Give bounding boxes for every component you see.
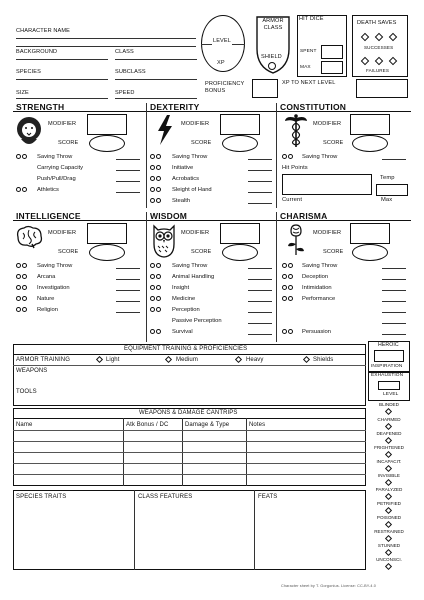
- proficiency-checkbox[interactable]: [16, 187, 21, 192]
- paralyzed-checkbox[interactable]: [385, 493, 392, 500]
- proficiency-checkbox[interactable]: [150, 274, 155, 279]
- strength-title: STRENGTH: [16, 102, 65, 112]
- skill-label: Insight: [172, 285, 190, 291]
- intelligence-score-field[interactable]: [89, 244, 125, 261]
- acrobatics-skill[interactable]: [150, 175, 272, 183]
- condition-incapacitated: INCAPACIT.: [376, 459, 402, 464]
- column-header-name: Name: [16, 422, 33, 428]
- wisdom-score-label: SCORE: [191, 249, 212, 255]
- divider: [16, 46, 196, 47]
- dexterity-score-label: SCORE: [191, 140, 212, 146]
- armor-class-label: ARMOR CLASS: [262, 18, 284, 31]
- owl-icon: [151, 222, 177, 258]
- temp-label: Temp: [380, 175, 395, 181]
- restrained-checkbox[interactable]: [385, 535, 392, 542]
- medicine-skill[interactable]: [150, 295, 272, 303]
- proficiency-checkbox[interactable]: [150, 198, 155, 203]
- shield-checkbox[interactable]: [268, 62, 276, 70]
- proficiency-checkbox[interactable]: [150, 187, 155, 192]
- subclass-label: SUBCLASS: [115, 69, 146, 75]
- max-hp-label: Max: [381, 197, 393, 203]
- intimidation-skill[interactable]: [282, 284, 406, 292]
- constitution-score-label: SCORE: [323, 140, 344, 146]
- wisdom-title: WISDOM: [150, 211, 188, 221]
- expertise-checkbox[interactable]: [156, 307, 161, 312]
- hit-points-label: Hit Points: [282, 165, 308, 171]
- expertise-checkbox[interactable]: [288, 329, 293, 334]
- size-label: SIZE: [16, 90, 29, 96]
- table-row[interactable]: [13, 474, 366, 475]
- xp-label: XP: [217, 60, 225, 66]
- proficiency-bonus-field[interactable]: [252, 79, 278, 98]
- intelligence-score-label: SCORE: [58, 249, 79, 255]
- column-header-damage: Damage & Type: [185, 422, 230, 428]
- stealth-skill[interactable]: [150, 197, 272, 205]
- column-header-atk-bonus: Atk Bonus / DC: [126, 422, 169, 428]
- constitution-modifier-label: MODIFIER: [313, 121, 342, 127]
- skill-label: Push/Pull/Drag: [37, 176, 76, 182]
- credit-text: Character sheet by T. Gorgonius. License: CC-BY-4.0: [281, 584, 377, 588]
- species-traits-label: SPECIES TRAITS: [16, 494, 67, 500]
- expertise-checkbox[interactable]: [288, 154, 293, 159]
- section-rule: [13, 111, 411, 112]
- strength-saving-throw[interactable]: [16, 153, 140, 161]
- column-divider: [276, 103, 277, 208]
- proficiency-checkbox[interactable]: [150, 165, 155, 170]
- weapons-table-title: WEAPONS & DAMAGE CANTRIPS: [139, 410, 238, 416]
- arcana-skill[interactable]: [16, 273, 140, 281]
- charisma-modifier-field[interactable]: [350, 223, 390, 244]
- skill-label: Acrobatics: [172, 176, 200, 182]
- skill-label: Religion: [37, 307, 58, 313]
- wisdom-saving-throw[interactable]: [150, 262, 272, 270]
- carrying-capacity: [16, 164, 140, 172]
- lightning-icon: [155, 114, 175, 146]
- skill-label: Perception: [172, 307, 200, 313]
- proficiency-checkbox[interactable]: [150, 296, 155, 301]
- condition-petrified: PETRIFIED: [377, 501, 401, 506]
- proficiency-checkbox[interactable]: [150, 329, 155, 334]
- incapacitated-checkbox[interactable]: [385, 465, 392, 472]
- column-divider: [134, 490, 135, 570]
- proficiency-checkbox[interactable]: [16, 307, 21, 312]
- weapons-label: WEAPONS: [16, 368, 48, 374]
- constitution-title: CONSTITUTION: [280, 102, 347, 112]
- skill-label: Arcana: [37, 274, 56, 280]
- level-label: LEVEL: [213, 38, 231, 44]
- strength-modifier-field[interactable]: [87, 114, 127, 135]
- background-field[interactable]: [16, 59, 108, 60]
- dexterity-saving-throw[interactable]: [150, 153, 272, 161]
- skill-label: Investigation: [37, 285, 70, 291]
- proficiency-checkbox[interactable]: [16, 154, 21, 159]
- skill-label: Deception: [302, 274, 329, 280]
- table-row[interactable]: [13, 441, 366, 442]
- survival-skill[interactable]: [150, 328, 272, 336]
- expertise-checkbox[interactable]: [288, 263, 293, 268]
- feats-label: FEATS: [258, 494, 278, 500]
- dexterity-title: DEXTERITY: [150, 102, 200, 112]
- shields-label: Shields: [313, 357, 334, 363]
- condition-charmed: CHARMED: [377, 417, 401, 422]
- expertise-checkbox[interactable]: [22, 154, 27, 159]
- charisma-saving-throw[interactable]: [282, 262, 406, 270]
- athletics-skill[interactable]: [16, 186, 140, 194]
- intelligence-modifier-field[interactable]: [87, 223, 127, 244]
- intelligence-modifier-label: MODIFIER: [48, 230, 77, 236]
- deception-skill[interactable]: [282, 273, 406, 281]
- expertise-checkbox[interactable]: [22, 296, 27, 301]
- expertise-checkbox[interactable]: [156, 274, 161, 279]
- expertise-checkbox[interactable]: [288, 285, 293, 290]
- successes-label: SUCCESSES: [364, 45, 394, 50]
- class-features-label: CLASS FEATURES: [138, 494, 193, 500]
- charisma-modifier-label: MODIFIER: [313, 230, 342, 236]
- proficiency-checkbox[interactable]: [282, 296, 287, 301]
- charisma-score-label: SCORE: [323, 249, 344, 255]
- skill-label: Intimidation: [302, 285, 332, 291]
- proficiency-checkbox[interactable]: [150, 154, 155, 159]
- armor-training-label: ARMOR TRAINING: [16, 357, 70, 363]
- proficiency-bonus-label: PROFICIENCY BONUS: [205, 81, 245, 94]
- dexterity-score-field[interactable]: [222, 135, 258, 152]
- class-field[interactable]: [115, 59, 197, 60]
- expertise-checkbox[interactable]: [22, 187, 27, 192]
- exhaustion-label: EXHAUSTION: [371, 373, 404, 378]
- expertise-checkbox[interactable]: [156, 198, 161, 203]
- expertise-checkbox[interactable]: [288, 296, 293, 301]
- heavy-label: Heavy: [246, 357, 264, 363]
- expertise-checkbox[interactable]: [156, 165, 161, 170]
- divider: [13, 418, 366, 419]
- persuasion-skill[interactable]: [282, 328, 406, 336]
- inspiration-label: INSPIRATION: [371, 364, 403, 369]
- spent-label: SPENT: [300, 49, 317, 54]
- light-label: Light: [106, 357, 120, 363]
- flower-icon: [285, 222, 307, 256]
- max-label: MAX: [300, 65, 311, 70]
- expertise-checkbox[interactable]: [156, 263, 161, 268]
- animal-handling-skill[interactable]: [150, 273, 272, 281]
- skill-label: Performance: [302, 296, 336, 302]
- table-row[interactable]: [13, 463, 366, 464]
- xp-next-level-field[interactable]: [356, 79, 408, 98]
- dexterity-modifier-label: MODIFIER: [181, 121, 210, 127]
- wisdom-score-field[interactable]: [222, 244, 258, 261]
- temp-hp-field[interactable]: [376, 184, 408, 196]
- expertise-checkbox[interactable]: [156, 285, 161, 290]
- skill-label: Nature: [37, 296, 55, 302]
- stunned-checkbox[interactable]: [385, 549, 392, 556]
- charmed-checkbox[interactable]: [385, 423, 392, 430]
- expertise-checkbox[interactable]: [156, 329, 161, 334]
- wisdom-modifier-label: MODIFIER: [181, 230, 210, 236]
- skill-label: Athletics: [37, 187, 59, 193]
- passive-perception: [150, 317, 272, 325]
- skill-label: Saving Throw: [37, 154, 73, 160]
- table-row[interactable]: [13, 430, 366, 431]
- strength-modifier-label: MODIFIER: [48, 121, 77, 127]
- expertise-checkbox[interactable]: [156, 176, 161, 181]
- brain-icon: [14, 225, 44, 249]
- condition-stunned: STUNNED: [377, 543, 401, 548]
- divider: [13, 365, 366, 366]
- proficiency-checkbox[interactable]: [150, 263, 155, 268]
- initiative[interactable]: [150, 164, 272, 172]
- traits-section: [13, 490, 366, 570]
- speed-field[interactable]: [115, 98, 197, 99]
- shield-label: SHIELD: [261, 54, 282, 60]
- divider: [13, 354, 366, 355]
- charisma-score-field[interactable]: [352, 244, 388, 261]
- skill-label: Saving Throw: [302, 263, 338, 269]
- equipment-title: EQUIPMENT TRAINING & PROFICIENCIES: [124, 346, 248, 352]
- proficiency-checkbox[interactable]: [150, 285, 155, 290]
- strength-score-field[interactable]: [89, 135, 125, 152]
- current-hp-field[interactable]: [282, 174, 372, 195]
- heroic-inspiration-field[interactable]: [374, 350, 404, 362]
- proficiency-checkbox[interactable]: [282, 263, 287, 268]
- condition-deafened: DEAFENED: [376, 431, 402, 436]
- wisdom-modifier-field[interactable]: [220, 223, 260, 244]
- species-label: SPECIES: [16, 69, 41, 75]
- exhaustion-level-label: LEVEL: [383, 392, 399, 397]
- skill-label: Persuasion: [302, 329, 332, 335]
- constitution-modifier-field[interactable]: [350, 114, 390, 135]
- constitution-saving-throw[interactable]: [282, 153, 406, 161]
- character-name-label: CHARACTER NAME: [16, 28, 70, 34]
- proficiency-checkbox[interactable]: [16, 285, 21, 290]
- proficiency-checkbox[interactable]: [16, 274, 21, 279]
- expertise-checkbox[interactable]: [156, 296, 161, 301]
- background-label: BACKGROUND: [16, 49, 58, 55]
- proficiency-checkbox[interactable]: [282, 285, 287, 290]
- expertise-checkbox[interactable]: [22, 274, 27, 279]
- expertise-checkbox[interactable]: [288, 274, 293, 279]
- proficiency-checkbox[interactable]: [16, 263, 21, 268]
- heroic-label: HEROIC: [378, 342, 399, 348]
- condition-paralyzed: PARALYZED: [375, 487, 403, 492]
- condition-frightened: FRIGHTENED: [374, 445, 404, 450]
- religion-skill[interactable]: [16, 306, 140, 314]
- intelligence-title: INTELLIGENCE: [16, 211, 81, 221]
- death-saves-label: DEATH SAVES: [357, 20, 397, 26]
- deafened-checkbox[interactable]: [385, 437, 392, 444]
- column-divider: [146, 212, 147, 342]
- expertise-checkbox[interactable]: [22, 307, 27, 312]
- column-header-notes: Notes: [249, 422, 266, 428]
- skill-label: Initiative: [172, 165, 194, 171]
- insight-skill[interactable]: [150, 284, 272, 292]
- condition-invisible: INVISIBLE: [378, 473, 400, 478]
- skill-label: Carrying Capacity: [37, 165, 84, 171]
- exhaustion-level-field[interactable]: [378, 381, 400, 390]
- skill-label: Saving Throw: [302, 154, 338, 160]
- size-field[interactable]: [16, 98, 108, 99]
- proficiency-checkbox[interactable]: [282, 274, 287, 279]
- column-divider: [276, 212, 277, 342]
- proficiency-checkbox[interactable]: [150, 176, 155, 181]
- failures-label: FAILURES: [366, 68, 390, 73]
- performance-skill[interactable]: [282, 295, 406, 303]
- investigation-skill[interactable]: [16, 284, 140, 292]
- condition-poisoned: POISONED: [376, 515, 402, 520]
- blank-skill-row: [282, 306, 406, 314]
- perception-skill[interactable]: [150, 306, 272, 314]
- nature-skill[interactable]: [16, 295, 140, 303]
- expertise-checkbox[interactable]: [22, 263, 27, 268]
- class-label: CLASS: [115, 49, 134, 55]
- table-row[interactable]: [13, 452, 366, 453]
- lion-icon: [15, 115, 43, 147]
- species-field[interactable]: [16, 79, 108, 80]
- expertise-checkbox[interactable]: [156, 154, 161, 159]
- skill-label: Stealth: [172, 198, 191, 204]
- skill-label: Medicine: [172, 296, 196, 302]
- blank-skill-row: [282, 317, 406, 325]
- skill-label: Saving Throw: [172, 263, 208, 269]
- proficiency-checkbox[interactable]: [150, 307, 155, 312]
- column-divider: [146, 103, 147, 208]
- invisible-checkbox[interactable]: [385, 479, 392, 486]
- skill-label: Passive Perception: [172, 318, 222, 324]
- expertise-checkbox[interactable]: [156, 187, 161, 192]
- charisma-title: CHARISMA: [280, 211, 328, 221]
- hit-dice-max-field[interactable]: [321, 61, 343, 74]
- intelligence-saving-throw[interactable]: [16, 262, 140, 270]
- skill-label: Survival: [172, 329, 193, 335]
- frightened-checkbox[interactable]: [385, 451, 392, 458]
- skill-label: Saving Throw: [37, 263, 73, 269]
- dexterity-modifier-field[interactable]: [220, 114, 260, 135]
- constitution-score-field[interactable]: [352, 135, 388, 152]
- condition-restrained: RESTRAINED: [374, 529, 404, 534]
- speed-label: SPEED: [115, 90, 135, 96]
- column-divider: [254, 490, 255, 570]
- expertise-checkbox[interactable]: [22, 285, 27, 290]
- subclass-field[interactable]: [115, 79, 197, 80]
- xp-next-level-label: XP TO NEXT LEVEL: [282, 80, 336, 86]
- medium-label: Medium: [176, 357, 198, 363]
- character-name-field[interactable]: [16, 38, 196, 39]
- poisoned-checkbox[interactable]: [385, 521, 392, 528]
- skill-label: Sleight of Hand: [172, 187, 212, 193]
- petrified-checkbox[interactable]: [385, 507, 392, 514]
- push-pull-drag: [16, 175, 140, 183]
- hit-dice-spent-field[interactable]: [321, 45, 343, 59]
- strength-score-label: SCORE: [58, 140, 79, 146]
- proficiency-checkbox[interactable]: [16, 296, 21, 301]
- hit-dice-label: HIT DICE: [299, 16, 324, 22]
- proficiency-checkbox[interactable]: [282, 329, 287, 334]
- skill-label: Saving Throw: [172, 154, 208, 160]
- blinded-checkbox[interactable]: [385, 408, 392, 415]
- proficiency-checkbox[interactable]: [282, 154, 287, 159]
- condition-blinded: BLINDED: [379, 402, 399, 407]
- current-label: Current: [282, 197, 303, 203]
- skill-label: Animal Handling: [172, 274, 215, 280]
- caduceus-icon: [283, 113, 309, 149]
- sleight-of-hand-skill[interactable]: [150, 186, 272, 194]
- tools-label: TOOLS: [16, 389, 37, 395]
- unconscious-checkbox[interactable]: [385, 563, 392, 570]
- condition-unconscious: UNCONSCI.: [376, 557, 402, 562]
